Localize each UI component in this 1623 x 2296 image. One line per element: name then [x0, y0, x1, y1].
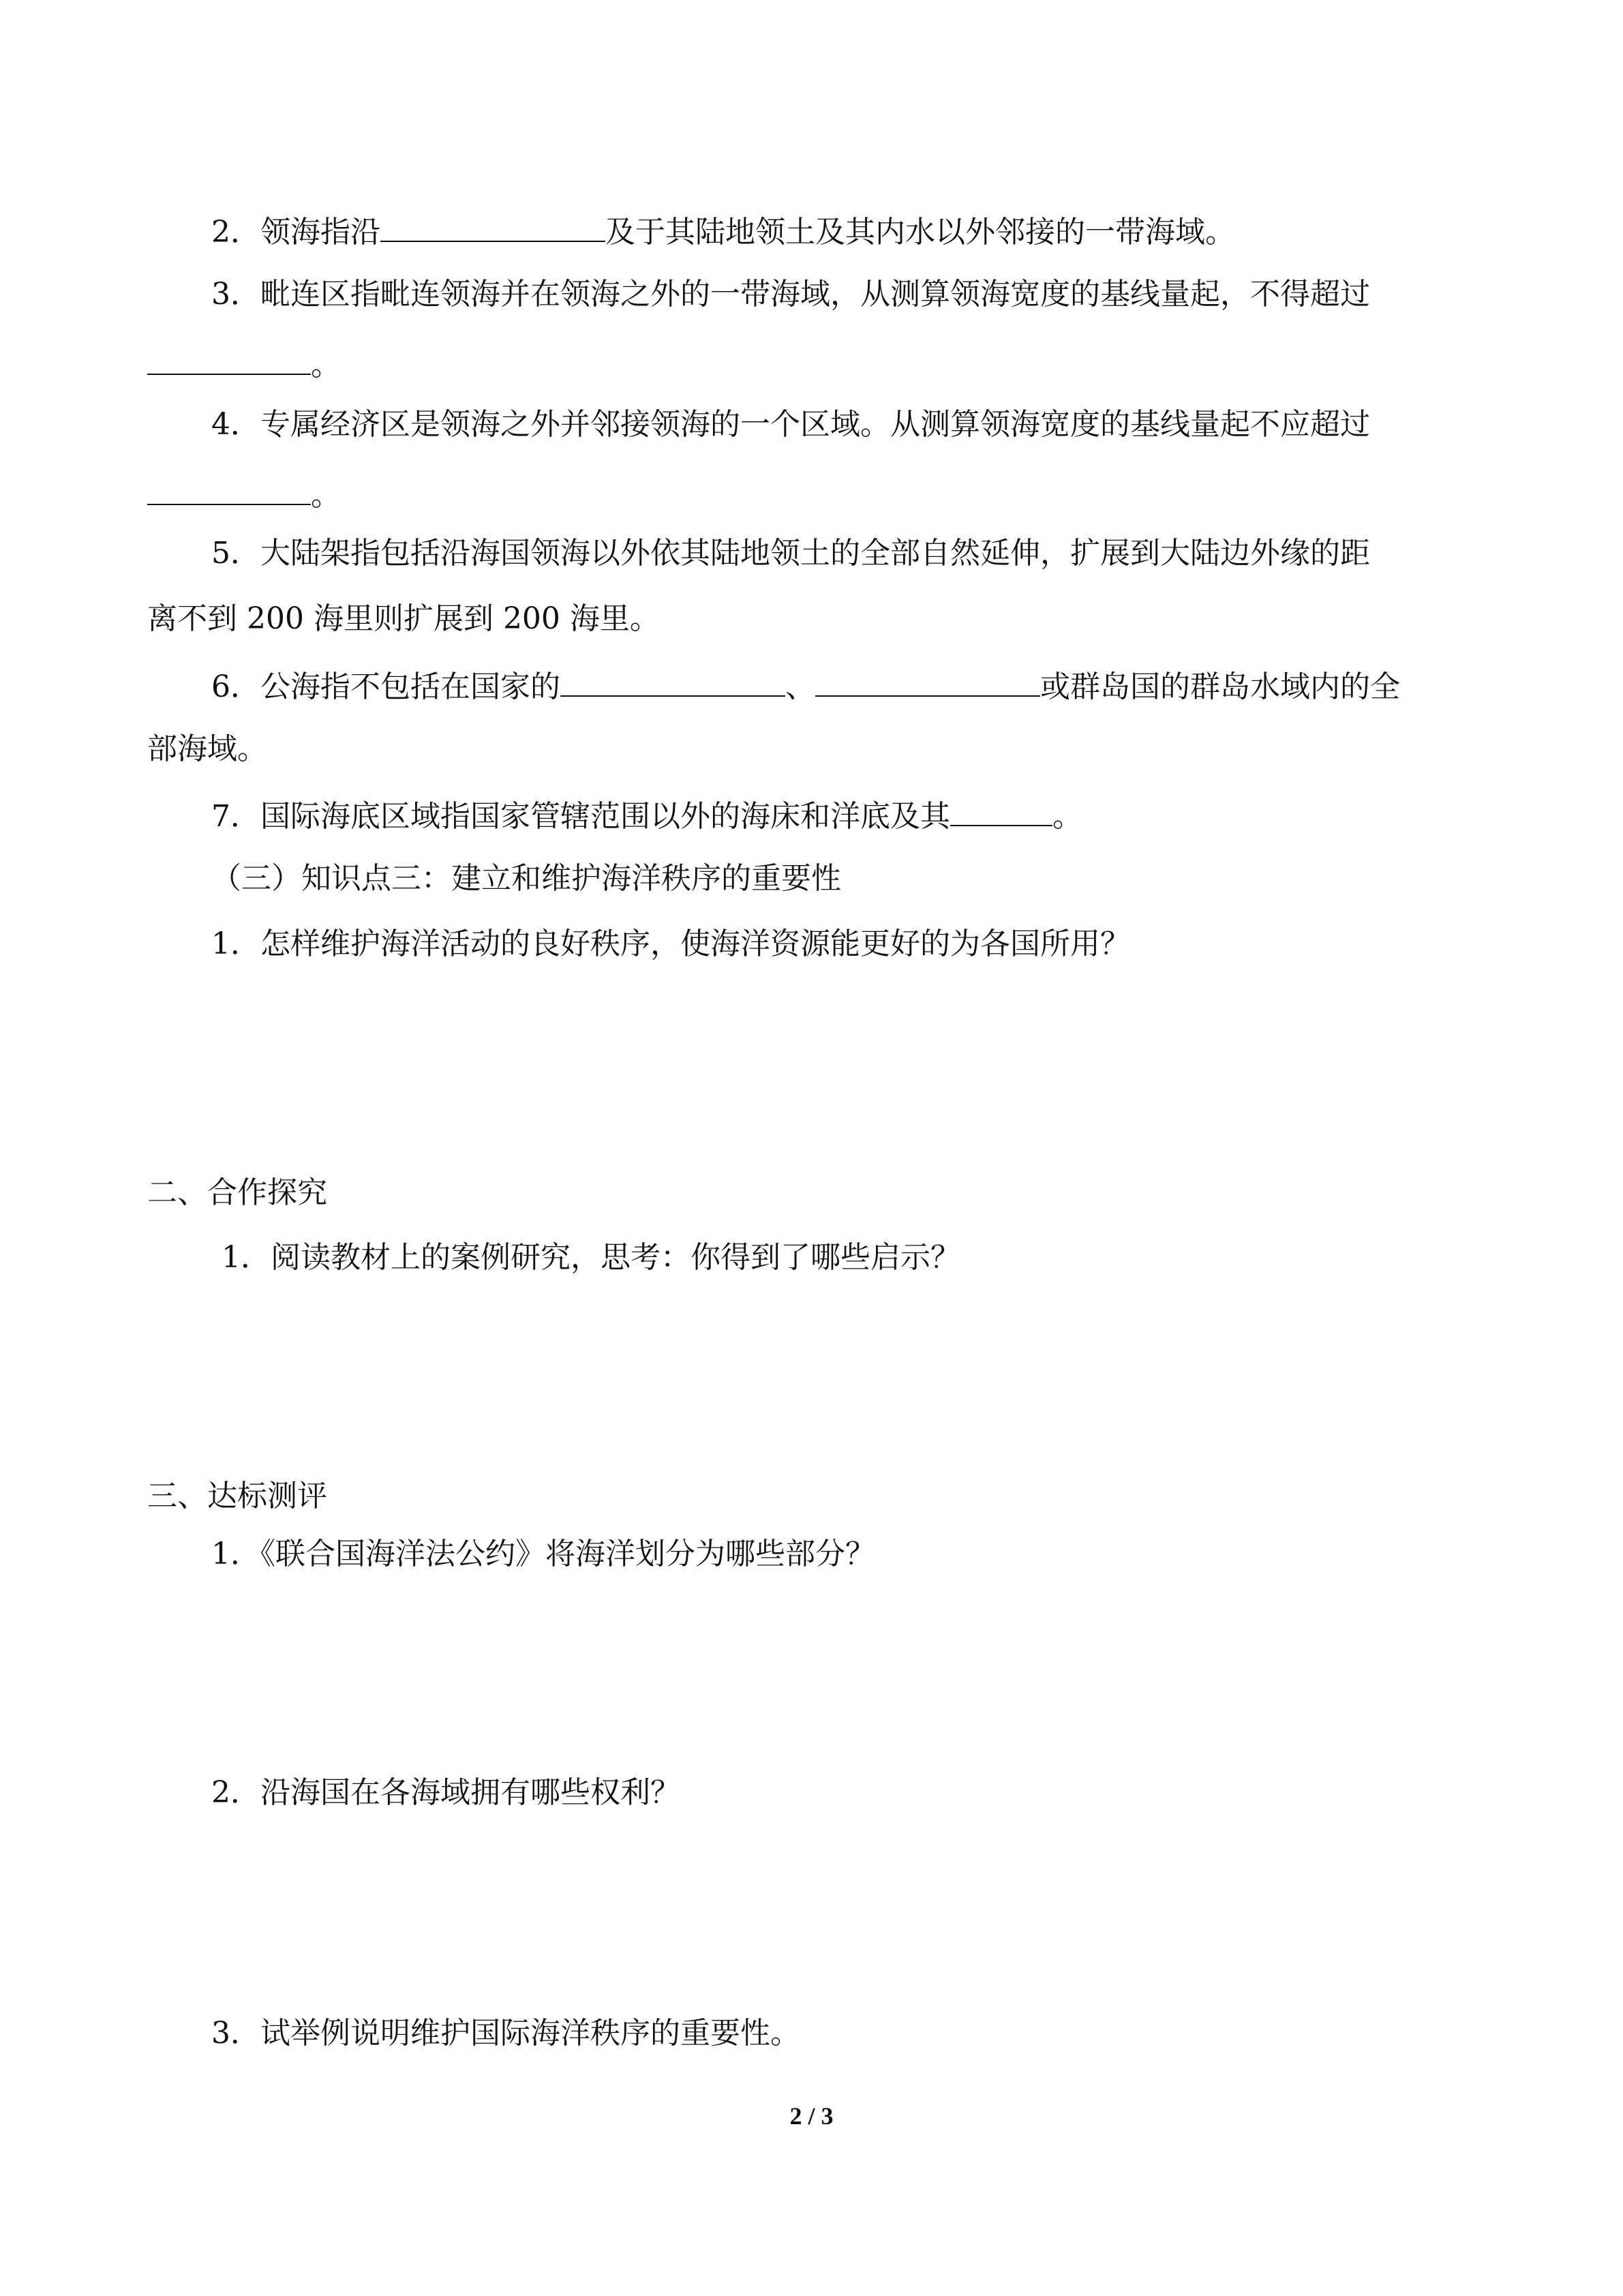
question-cooperate-1: 1．阅读教材上的案例研究，思考：你得到了哪些启示？ — [222, 1240, 960, 1275]
question-assessment-1: 1．《联合国海洋法公约》将海洋划分为哪些部分？ — [211, 1537, 875, 1571]
item-text: 或群岛国的群岛水域内的全 — [1040, 669, 1400, 704]
item-number: 2． — [211, 215, 260, 250]
section-heading-cooperate: 二、合作探究 — [147, 1175, 327, 1210]
item-5-continued — [147, 599, 660, 639]
section-heading-assessment: 三、达标测评 — [147, 1479, 327, 1513]
question-point3-1: 1．怎样维护海洋活动的良好秩序，使海洋资源能更好的为各国所用？ — [211, 926, 1130, 961]
item-text: 部海域。 — [147, 731, 267, 766]
answer-blank[interactable] — [147, 472, 311, 505]
item-text: 专属经济区是领海之外并邻接领海的一个区域。从测算领海宽度的基线量起不应超过 — [260, 407, 1370, 442]
item-number: 3． — [211, 277, 260, 312]
item-text: 。 — [1052, 799, 1082, 834]
item-3 — [211, 274, 1370, 315]
item-6 — [211, 664, 1400, 708]
answer-blank[interactable] — [950, 794, 1052, 826]
item-text: 毗连区指毗连领海并在领海之外的一带海域，从测算领海宽度的基线量起，不得超过 — [260, 277, 1370, 312]
item-text: 大陆架指包括沿海国领海以外依其陆地领土的全部自然延伸，扩展到大陆边外缘的距 — [260, 536, 1370, 571]
answer-blank[interactable] — [560, 664, 785, 697]
item-text: 离不到 200 海里则扩展到 200 海里。 — [147, 601, 660, 636]
answer-blank[interactable] — [815, 664, 1040, 697]
item-6-continued — [147, 729, 267, 770]
item-text: 、 — [785, 669, 815, 704]
section-heading-point3: （三）知识点三：建立和维护海洋秩序的重要性 — [211, 861, 841, 896]
item-number: 6． — [211, 669, 260, 704]
item-text: 国际海底区域指国家管辖范围以外的海床和洋底及其 — [260, 799, 950, 834]
item-4-continued — [147, 472, 341, 516]
answer-blank[interactable] — [147, 342, 311, 375]
question-assessment-3: 3．试举例说明维护国际海洋秩序的重要性。 — [211, 2016, 800, 2051]
item-4 — [211, 404, 1370, 445]
item-number: 4． — [211, 407, 260, 442]
item-text: 公海指不包括在国家的 — [260, 669, 560, 704]
item-7 — [211, 794, 1082, 837]
page-number: 2 / 3 — [789, 2102, 834, 2130]
item-text: 。 — [311, 348, 341, 382]
item-2 — [211, 209, 1235, 253]
question-assessment-2: 2．沿海国在各海域拥有哪些权利？ — [211, 1775, 680, 1810]
item-text: 及于其陆地领土及其内水以外邻接的一带海域。 — [605, 215, 1235, 250]
item-number: 7． — [211, 799, 260, 834]
answer-blank[interactable] — [380, 209, 605, 242]
item-5 — [211, 533, 1370, 574]
item-number: 5． — [211, 536, 260, 571]
item-text: 领海指沿 — [260, 215, 380, 250]
item-text: 。 — [311, 478, 341, 513]
item-3-continued — [147, 342, 341, 386]
